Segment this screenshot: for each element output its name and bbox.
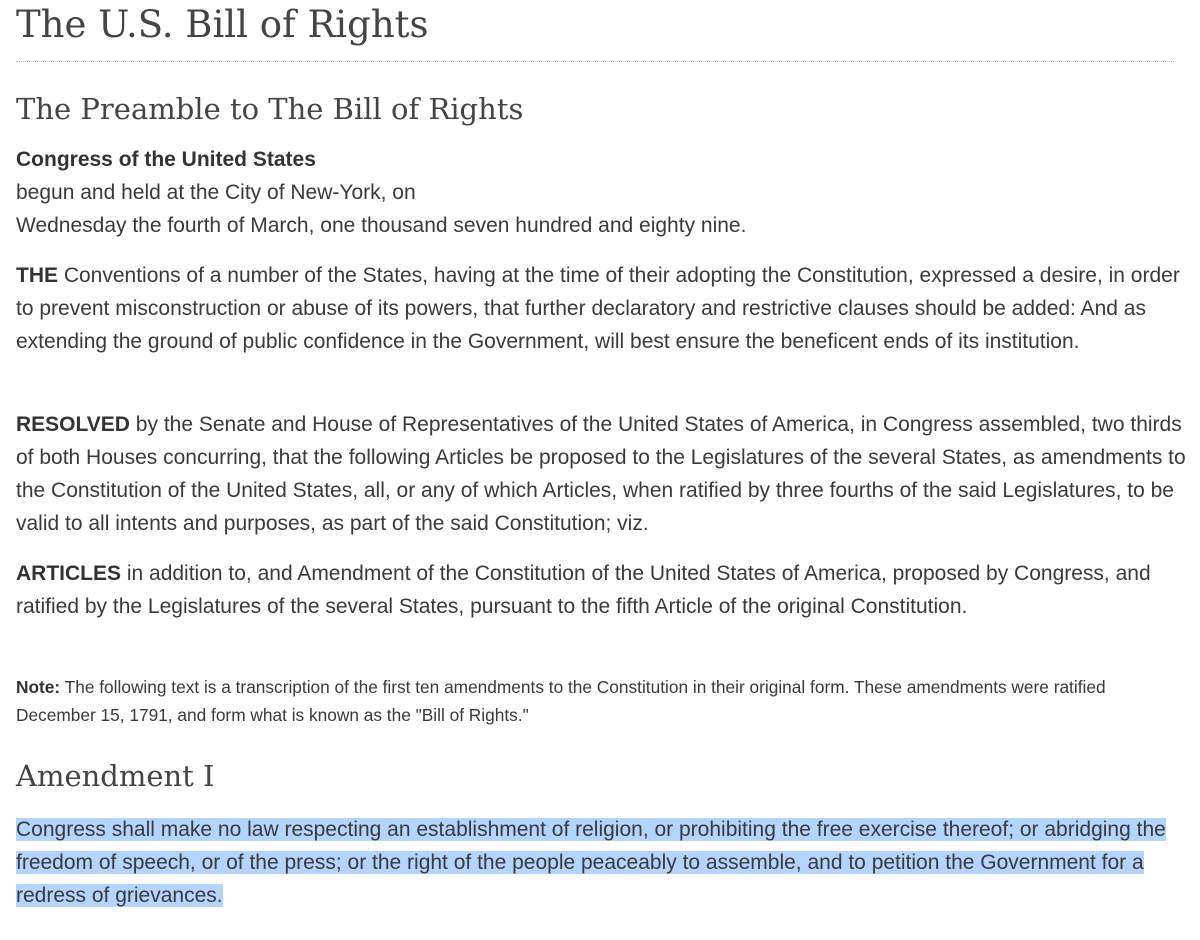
articles-text: in addition to, and Amendment of the Constitution of the United States of America, proposed by Congress, and ratified by the Legislatures of the several States, pursuant to the fifth Article of the original Constitution. bbox=[16, 562, 1151, 618]
articles-paragraph bbox=[16, 557, 1186, 623]
congress-title: Congress of the United States bbox=[16, 148, 316, 171]
conventions-lead: THE bbox=[16, 264, 58, 287]
amendment-1-paragraph[interactable] bbox=[16, 813, 1186, 912]
amendment-1-selected-text[interactable]: Congress shall make no law respecting an establishment of religion, or prohibiting the free exercise thereof; or abridging the freedom of speech, or of the press; or the right of the people peaceably to assemble, and to petition the Government for a redress of grievances. bbox=[16, 818, 1166, 907]
preamble-heading: The Preamble to The Bill of Rights bbox=[16, 92, 524, 126]
note-lead: Note: bbox=[16, 677, 61, 697]
conventions-text: Conventions of a number of the States, having at the time of their adopting the Constitution, expressed a desire, in order to prevent misconstruction or abuse of its powers, that further declaratory and restrictive clauses should be added: And as extending the ground of public confidence in the Government, will best ensure the beneficent ends of its institution. bbox=[16, 264, 1180, 353]
begun-line-1: begun and held at the City of New-York, on bbox=[16, 181, 416, 204]
note-text: The following text is a transcription of the first ten amendments to the Constitution in their original form. These amendments were ratified December 15, 1791, and form what is known as the "Bill of Rights." bbox=[16, 677, 1106, 725]
amendment-1-heading: Amendment I bbox=[16, 759, 215, 793]
congress-block bbox=[16, 143, 1186, 242]
conventions-paragraph bbox=[16, 259, 1186, 358]
title-divider bbox=[16, 61, 1174, 62]
resolved-text: by the Senate and House of Representatives of the United States of America, in Congress assembled, two thirds of both Houses concurring, that the following Articles be proposed to the Legislatures of the several States, as amendments to the Constitution of the United States, all, or any of which Articles, when ratified by three fourths of the said Legislatures, to be valid to all intents and purposes, as part of the said Constitution; viz. bbox=[16, 413, 1186, 535]
resolved-paragraph bbox=[16, 408, 1186, 540]
note-paragraph bbox=[16, 673, 1116, 729]
page-title: The U.S. Bill of Rights bbox=[16, 3, 429, 46]
resolved-lead: RESOLVED bbox=[16, 413, 130, 436]
begun-line-2: Wednesday the fourth of March, one thousand seven hundred and eighty nine. bbox=[16, 214, 747, 237]
articles-lead: ARTICLES bbox=[16, 562, 121, 585]
